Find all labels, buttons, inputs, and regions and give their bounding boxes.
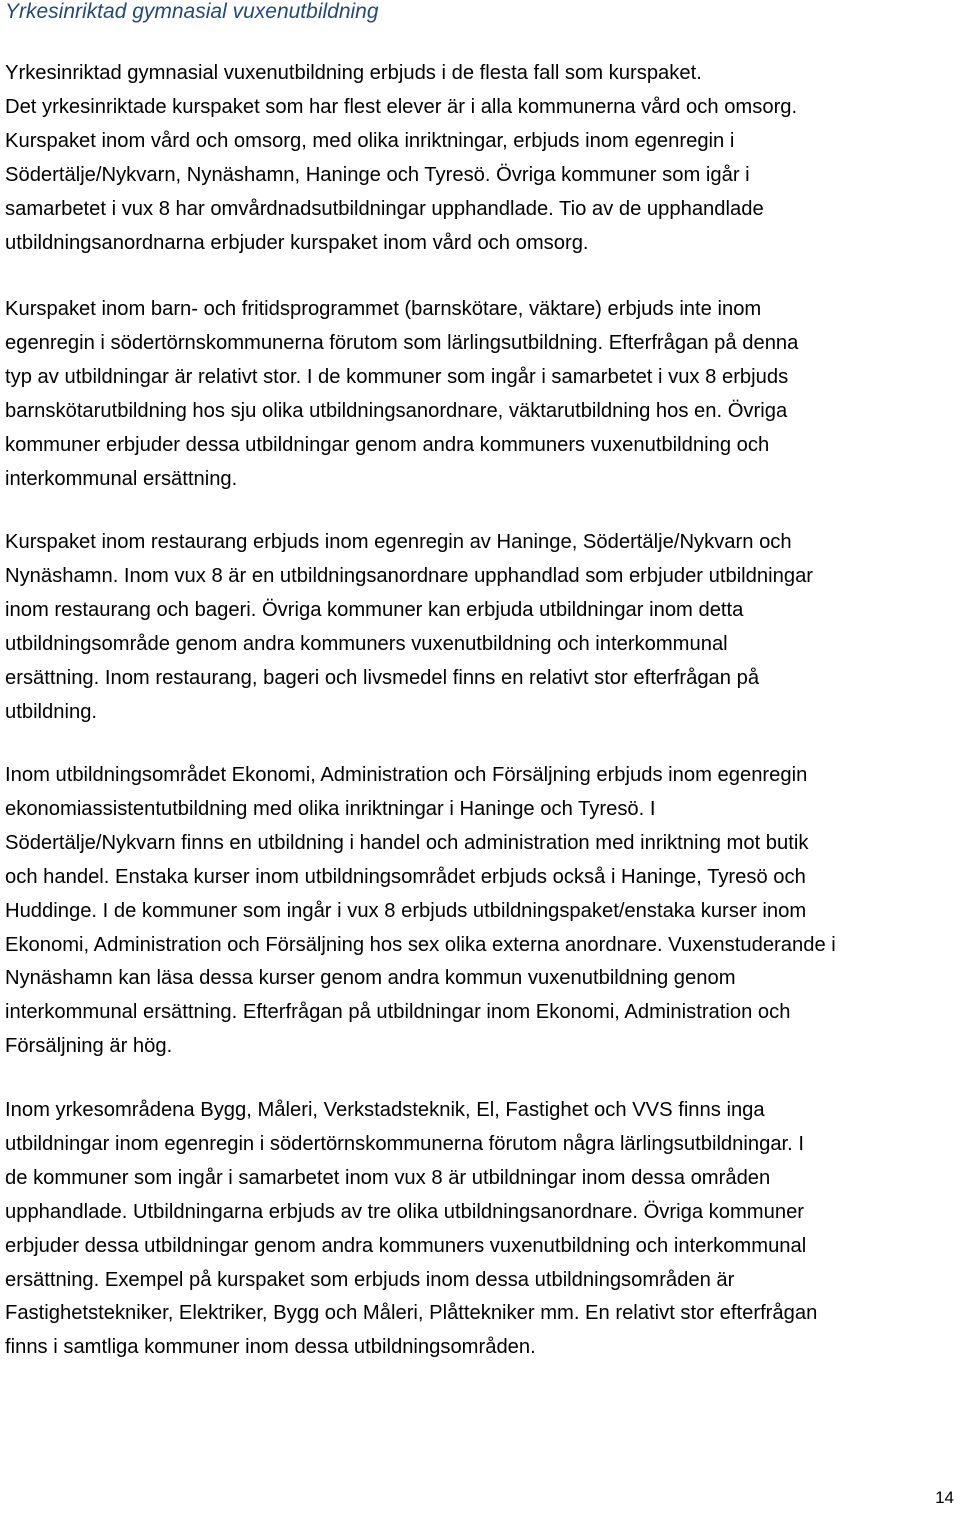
text-line: utbildningsområde genom andra kommuners vuxenutbildning och interkommunal — [5, 632, 728, 655]
text-line: ersättning. Exempel på kurspaket som erbjuds inom dessa utbildningsområden är — [5, 1268, 735, 1291]
text-line: och handel. Enstaka kurser inom utbildningsområdet erbjuds också i Haninge, Tyresö och — [5, 865, 806, 888]
text-line: Det yrkesinriktade kurspaket som har flest elever är i alla kommunerna vård och omsorg. — [5, 95, 798, 118]
paragraph-bygg-el — [5, 1094, 957, 1365]
text-line: ersättning. Inom restaurang, bageri och livsmedel finns en relativt stor efterfrågan på — [5, 666, 760, 689]
page-number: 14 — [935, 1488, 954, 1507]
text-line: ekonomiassistentutbildning med olika inriktningar i Haninge och Tyresö. I — [5, 797, 656, 820]
text-line: egenregin i södertörnskommunerna förutom som lärlingsutbildning. Efterfrågan på denna — [5, 331, 799, 354]
paragraph-barn-fritid — [5, 293, 957, 496]
text-line: utbildningar inom egenregin i södertörnskommunerna förutom några lärlingsutbildningar. I — [5, 1132, 804, 1155]
text-line: finns i samtliga kommuner inom dessa utbildningsområden. — [5, 1336, 536, 1359]
text-line: typ av utbildningar är relativt stor. I de kommuner som ingår i samarbetet i vux 8 erbjuds — [5, 365, 789, 388]
text-line: Kurspaket inom restaurang erbjuds inom egenregin av Haninge, Södertälje/Nykvarn och — [5, 531, 792, 553]
text-line: Huddinge. I de kommuner som ingår i vux 8 erbjuds utbildningspaket/enstaka kurser inom — [5, 899, 807, 922]
text-line: Kurspaket inom vård och omsorg, med olika inriktningar, erbjuds inom egenregin i — [5, 129, 735, 152]
text-line: kommuner erbjuder dessa utbildningar genom andra kommuners vuxenutbildning och — [5, 433, 770, 456]
text-line: Yrkesinriktad gymnasial vuxenutbildning erbjuds i de flesta fall som kurspaket. — [5, 62, 702, 84]
paragraph-ekonomi — [5, 759, 957, 1064]
text-line: upphandlade. Utbildningarna erbjuds av tre olika utbildningsanordnare. Övriga kommuner — [5, 1200, 805, 1223]
text-line: interkommunal ersättning. — [5, 467, 238, 490]
text-line: erbjuder dessa utbildningar genom andra kommuners vuxenutbildning och interkommunal — [5, 1234, 807, 1257]
text-line: Kurspaket inom barn- och fritidsprogrammet (barnskötare, väktare) erbjuds inte inom — [5, 298, 762, 320]
paragraph-vard-omsorg — [5, 57, 957, 260]
text-line: Nynäshamn kan läsa dessa kurser genom andra kommun vuxenutbildning genom — [5, 967, 736, 990]
text-line: Fastighetstekniker, Elektriker, Bygg och Måleri, Plåttekniker mm. En relativt stor efterfrågan — [5, 1302, 818, 1325]
text-line: inom restaurang och bageri. Övriga kommuner kan erbjuda utbildningar inom detta — [5, 598, 744, 621]
text-line: utbildning. — [5, 700, 98, 723]
paragraph-restaurang — [5, 526, 957, 729]
text-line: Södertälje/Nykvarn, Nynäshamn, Haninge och Tyresö. Övriga kommuner som igår i — [5, 163, 750, 186]
text-line: interkommunal ersättning. Efterfrågan på utbildningar inom Ekonomi, Administration och — [5, 1001, 791, 1024]
text-line: Ekonomi, Administration och Försäljning hos sex olika externa anordnare. Vuxenstuderande i — [5, 933, 836, 956]
text-line: de kommuner som ingår i samarbetet inom vux 8 är utbildningar inom dessa områden — [5, 1166, 771, 1189]
text-line: utbildningsanordnarna erbjuder kurspaket inom vård och omsorg. — [5, 231, 589, 254]
text-line: barnskötarutbildning hos sju olika utbildningsanordnare, väktarutbildning hos en. Övriga — [5, 399, 788, 422]
text-line: Inom utbildningsområdet Ekonomi, Administration och Försäljning erbjuds inom egenregin — [5, 764, 808, 786]
text-line: Nynäshamn. Inom vux 8 är en utbildningsanordnare upphandlad som erbjuder utbildningar — [5, 564, 814, 587]
text-line: Inom yrkesområdena Bygg, Måleri, Verkstadsteknik, El, Fastighet och VVS finns inga — [5, 1099, 765, 1121]
text-line: Södertälje/Nykvarn finns en utbildning i handel och administration med inriktning mot butik — [5, 831, 809, 854]
text-line: Försäljning är hög. — [5, 1035, 173, 1058]
section-heading: Yrkesinriktad gymnasial vuxenutbildning — [5, 0, 379, 23]
text-line: samarbetet i vux 8 har omvårdnadsutbildningar upphandlade. Tio av de upphandlade — [5, 197, 764, 220]
